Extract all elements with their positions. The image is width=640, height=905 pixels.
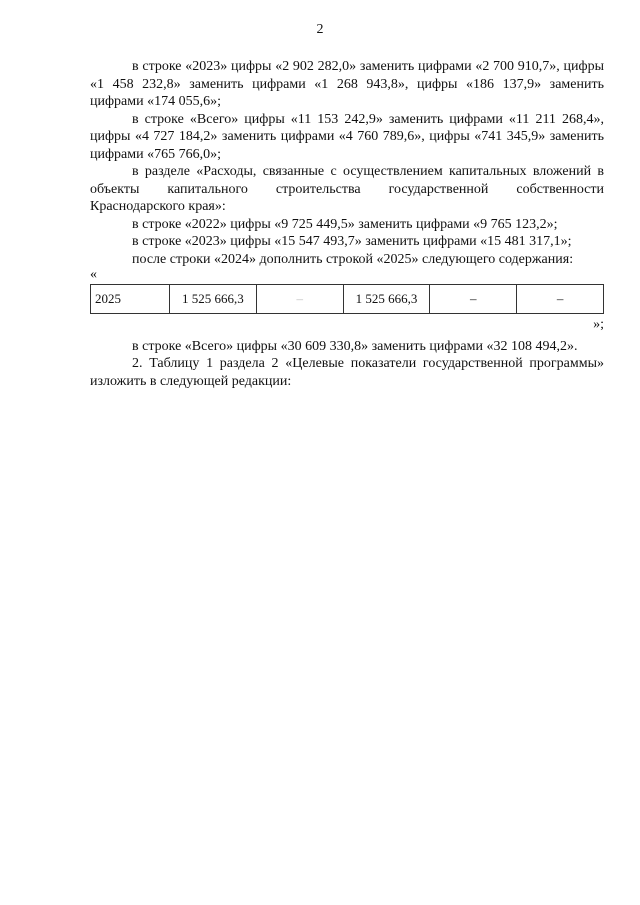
paragraph: в строке «2023» цифры «2 902 282,0» заменить цифрами «2 700 910,7», цифры «1 458 232,8» заменить цифрами «1 268 943,8», цифры «186 137,9» заменить цифрами «174 055,6»;	[90, 59, 604, 109]
page-number: 2	[316, 22, 324, 37]
opening-quote: «	[90, 267, 97, 282]
cell-year: 2025	[91, 285, 170, 314]
paragraph: в строке «2022» цифры «9 725 449,5» заменить цифрами «9 765 123,2»;	[132, 216, 558, 232]
inserted-row-table	[90, 284, 604, 314]
cell-col5: –	[430, 285, 517, 314]
paragraph: в строке «Всего» цифры «11 153 242,9» заменить цифрами «11 211 268,4», цифры «4 727 184,2» заменить цифрами «4 760 789,6», цифры «741 345,9» заменить цифрами «765 766,0»;	[90, 111, 604, 162]
closing-quote: »;	[593, 317, 604, 332]
paragraph: после строки «2024» дополнить строкой «2025» следующего содержания:	[132, 251, 574, 267]
cell-total: 1 525 666,3	[170, 285, 257, 314]
paragraph: в разделе «Расходы, связанные с осуществлением капитальных вложений в объекты капитального строительства государственной собственности Краснодарского края»:	[90, 164, 604, 214]
paragraph: в строке «Всего» цифры «30 609 330,8» заменить цифрами «32 108 494,2».	[132, 338, 578, 354]
table-row	[91, 285, 604, 314]
cell-col4: 1 525 666,3	[343, 285, 430, 314]
document-body	[90, 58, 604, 390]
cell-col6: –	[517, 285, 604, 314]
paragraph: 2. Таблицу 1 раздела 2 «Целевые показатели государственной программы» изложить в следующей редакции:	[90, 356, 604, 389]
cell-col3: –	[256, 285, 343, 314]
paragraph: в строке «2023» цифры «15 547 493,7» заменить цифрами «15 481 317,1»;	[132, 234, 572, 249]
